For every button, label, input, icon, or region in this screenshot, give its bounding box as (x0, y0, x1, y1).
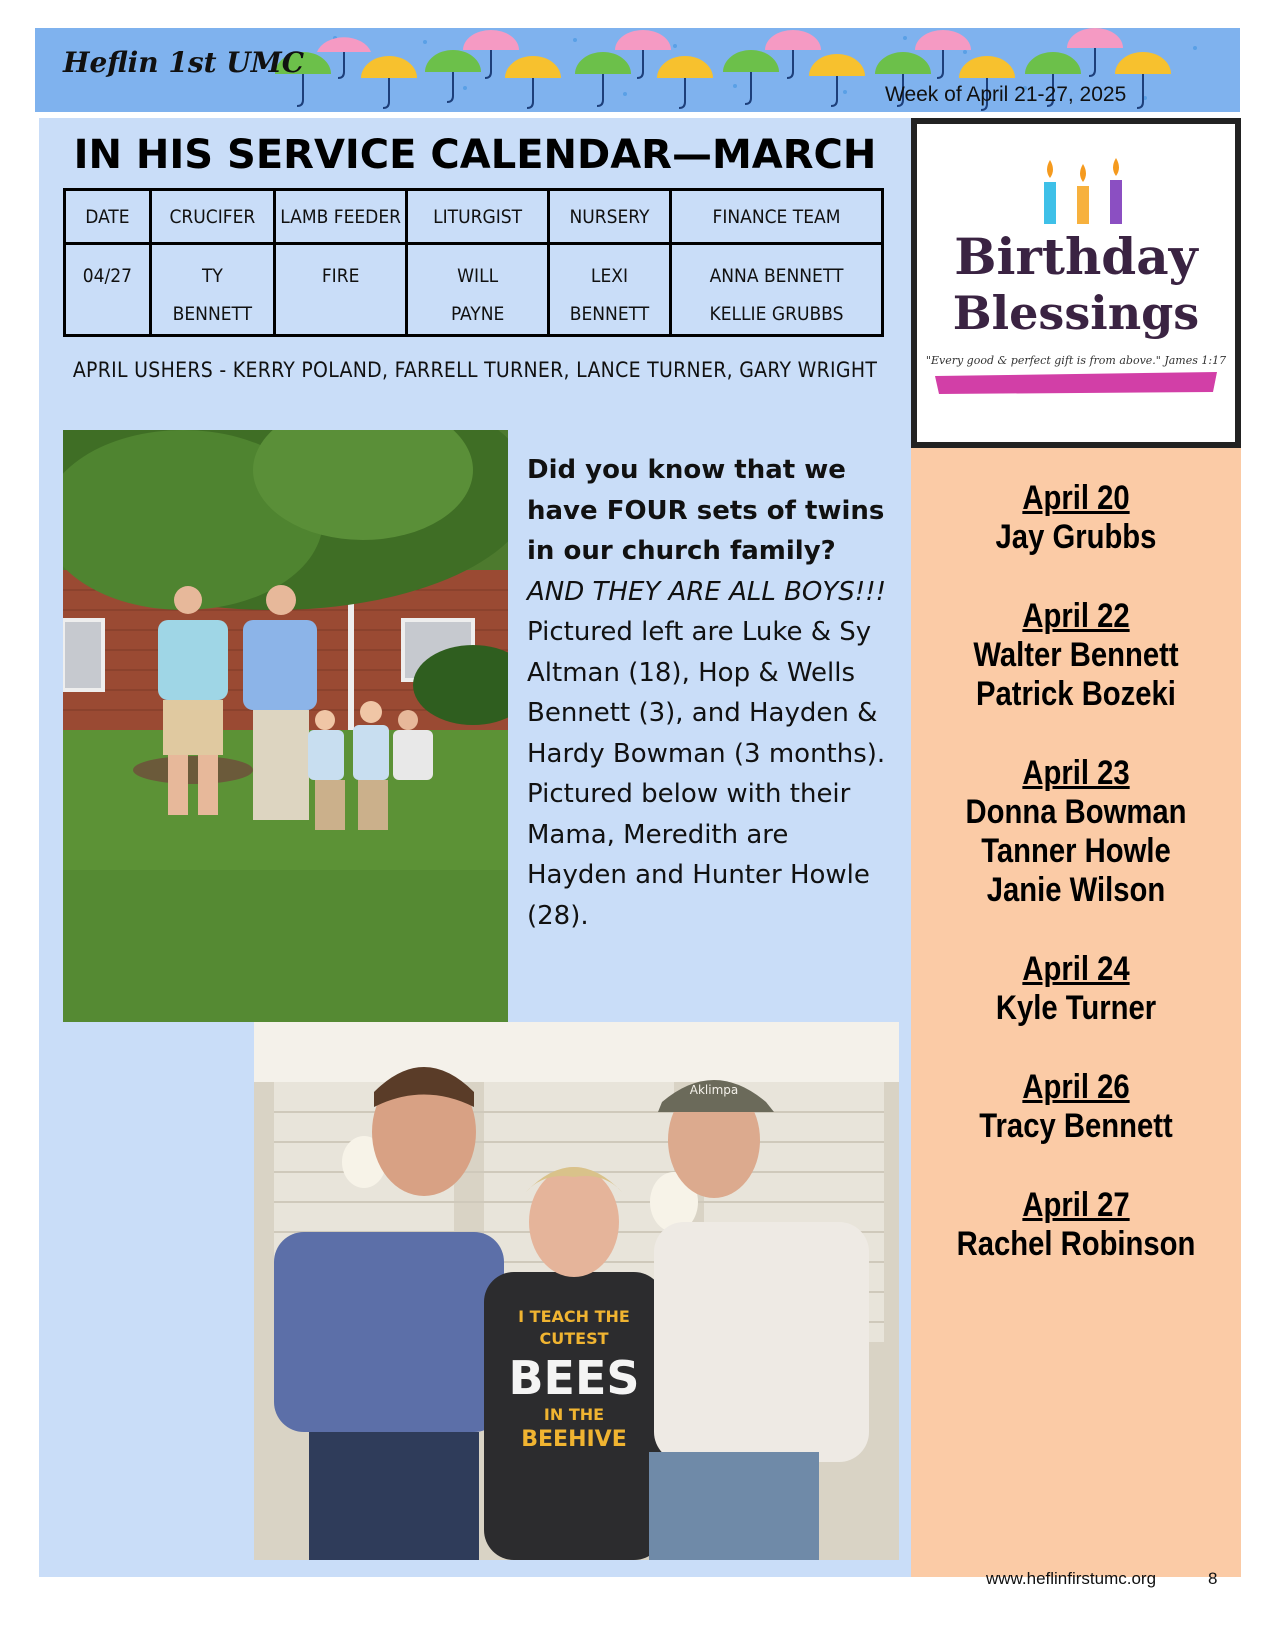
shirt-text: I TEACH THE (518, 1307, 630, 1326)
twins-intro: Did you know that we have FOUR sets of twins in our church family? (527, 455, 885, 566)
column-header: LAMB FEEDER (274, 190, 406, 244)
shirt-text: BEEHIVE (521, 1427, 627, 1452)
church-name: Heflin 1st UMC (63, 46, 304, 79)
finance-team-cell (670, 244, 882, 336)
twins-outdoor-photo (63, 430, 508, 1022)
cell-text: ANNA BENNETT (709, 265, 844, 287)
cell-text: BENNETT (172, 303, 253, 325)
column-header: FINANCE TEAM (670, 190, 882, 244)
birthday-name: Jay Grubbs (995, 518, 1157, 556)
cell-text: WILL (457, 265, 499, 287)
card-verse: "Every good & perfect gift is from above." James 1:17 (925, 354, 1227, 367)
cell-text: 04/27 (82, 265, 133, 287)
column-header: NURSERY (548, 190, 670, 244)
twins-article (527, 450, 892, 936)
page-number: 8 (1208, 1569, 1218, 1588)
lamb-feeder-cell (274, 244, 406, 336)
cell-text: KELLIE GRUBBS (709, 303, 844, 325)
birthday-name: Tanner Howle (981, 832, 1171, 870)
birthday-blessings-card (911, 118, 1241, 448)
cell-text: PAYNE (450, 303, 505, 325)
birthday-date: April 20 (1022, 479, 1130, 517)
birthday-date: April 22 (1022, 597, 1130, 635)
birthday-name: Donna Bowman (965, 793, 1187, 831)
birthday-list (911, 478, 1241, 1303)
cap-text: Aklimpa (689, 1083, 739, 1097)
twins-body: Pictured left are Luke & Sy Altman (18), Hop & Wells Bennett (3), and Hayden & Hardy Bowman (3 months). Pictured below with their Mama, Meredith are Hayden and Hunter Howle (28). (527, 617, 886, 931)
card-title: Blessings (952, 286, 1200, 340)
nursery-cell (548, 244, 670, 336)
ushers-line: APRIL USHERS - KERRY POLAND, FARRELL TURNER, LANCE TURNER, GARY WRIGHT (72, 358, 878, 382)
birthday-name: Kyle Turner (995, 989, 1157, 1027)
birthday-group (911, 753, 1241, 910)
birthday-group (911, 596, 1241, 714)
service-calendar-table (63, 188, 884, 337)
column-header: CRUCIFER (150, 190, 274, 244)
week-label: Week of April 21-27, 2025 (885, 83, 1127, 106)
birthday-name: Tracy Bennett (979, 1107, 1173, 1145)
crucifer-cell (150, 244, 274, 336)
column-header: LITURGIST (407, 190, 549, 244)
birthday-name: Walter Bennett (973, 636, 1179, 674)
birthday-date: April 27 (1022, 1186, 1130, 1224)
birthday-name: Janie Wilson (986, 871, 1166, 909)
cell-text: BENNETT (569, 303, 650, 325)
birthday-name: Patrick Bozeki (976, 675, 1176, 713)
table-header-row (65, 190, 883, 244)
header-banner (35, 28, 1240, 112)
birthday-group (911, 1067, 1241, 1146)
card-title: Birthday (954, 227, 1198, 286)
cell-text: LEXI (590, 265, 628, 287)
column-header: DATE (65, 190, 151, 244)
cell-text: FIRE (321, 265, 360, 287)
table-row (65, 244, 883, 336)
twins-all-boys: AND THEY ARE ALL BOYS!!! (527, 576, 887, 607)
shirt-text: BEES (508, 1351, 640, 1405)
birthday-date: April 23 (1022, 754, 1130, 792)
liturgist-cell (407, 244, 549, 336)
birthday-group (911, 478, 1241, 557)
shirt-text: IN THE (543, 1405, 605, 1424)
cell-text: TY (201, 265, 223, 287)
birthday-date: April 24 (1022, 950, 1130, 988)
birthday-group (911, 1185, 1241, 1264)
birthday-name: Rachel Robinson (956, 1225, 1196, 1263)
birthday-date: April 26 (1022, 1068, 1130, 1106)
website-link[interactable]: www.heflinfirstumc.org (986, 1569, 1157, 1588)
birthday-group (911, 949, 1241, 1028)
howle-family-photo (254, 1022, 899, 1560)
calendar-title: IN HIS SERVICE CALENDAR—MARCH (73, 132, 877, 178)
date-cell (65, 244, 151, 336)
shirt-text: CUTEST (539, 1329, 609, 1348)
